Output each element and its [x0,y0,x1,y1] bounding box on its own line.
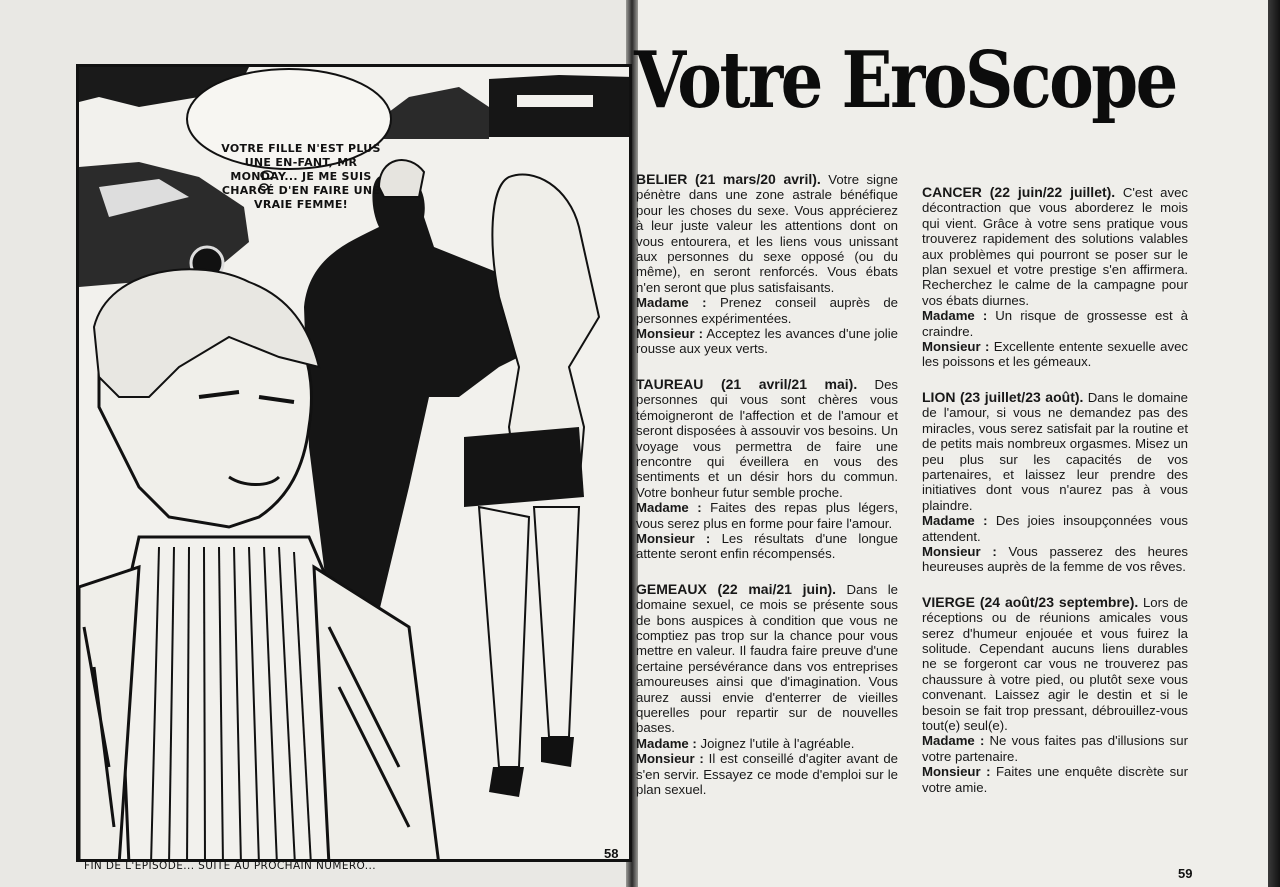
sign-cancer [922,185,1188,370]
monsieur-label: Monsieur : [922,543,997,559]
monsieur-text: Faites une enquête discrète sur votre amie. [922,764,1188,795]
sign-heading: VIERGE (24 août/23 septembre). [922,593,1139,610]
madame-text: Ne vous faites pas d'illusions sur votre partenaire. [922,733,1188,764]
sign-taureau [636,377,898,562]
woman-shoe [489,767,524,797]
page-number-left: 58 [604,846,619,861]
horoscope-column-2 [922,185,1188,815]
horoscope-column-1 [636,172,898,817]
madame-label: Madame : [922,513,988,529]
monsieur-label: Monsieur : [636,530,711,546]
monsieur-label: Monsieur : [922,764,991,780]
monsieur-text: Les résultats d'une longue attente seront enfin récompensés. [636,530,898,562]
sign-body: Votre signe pénètre dans une zone astrale bénéfique pour les choses du sexe. Vous apprécierez à leur juste valeur les attentions dont on vous entourera, et les liens vous unissant aux personnes du sexe opposé (ou du même), en seront renforcés. Vous ébats n'en seront que plus satisfaisants. [636,172,898,295]
monsieur-text: Acceptez les avances d'une jolie rousse aux yeux verts. [636,326,899,357]
sign-vierge [922,595,1188,795]
sign-lion [922,390,1188,575]
house-window [517,95,593,107]
sign-heading: TAUREAU (21 avril/21 mai). [636,375,858,392]
woman-skirt [464,427,584,507]
sign-body: Des personnes qui vous sont chères vous témoigneront de l'affection et de l'amour et seront disposées à assouvir vos besoins. Un voyage vous permettra de faire une rencontre qui éveillera en vous des sentiments et un désir hors du commun. Votre bonheur futur semble proche. [636,376,898,500]
monsieur-label: Monsieur : [922,339,990,355]
madame-text: Joignez l'utile à l'agréable. [700,735,855,751]
sign-heading: GEMEAUX (22 mai/21 juin). [636,580,837,597]
madame-text: Faites des repas plus légers, vous serez plus en forme pour faire l'amour. [636,500,899,531]
sign-body: C'est avec décontraction que vous aborderez le mois qui vient. Grâce à votre sens pratique vous trouverez rapidement des solutions valables aux problèmes qui pourront se poser sur le plan sexuel et votre prestige s'en affirmera. Recherchez le calme de la campagne pour vos ébats diurnes. [922,185,1188,308]
monsieur-text: Vous passerez des heures heureuses auprès de la femme de vos rêves. [922,543,1188,575]
sign-gemeaux [636,582,898,798]
sign-belier [636,172,898,357]
sign-body: Dans le domaine sexuel, ce mois se présente sous de bons auspices à condition que vous ne comptiez pas trop sur la chance pour vous mettre en valeur. Il faudra faire preuve d'une certaine persévérance dans vos entreprises amoureuses ainsi que d'imagination. Vous aurez aussi envie d'enterrer de vieilles querelles pour repartir sur de nouvelles bases. [636,581,898,736]
woman-shoe [541,737,574,767]
sign-heading: LION (23 juillet/23 août). [922,388,1084,405]
episode-caption: FIN DE L'ÉPISODE... SUITE AU PROCHAIN NUMÉRO... [84,860,376,872]
monsieur-text: Excellente entente sexuelle avec les poissons et les gémeaux. [922,339,1189,370]
book-edge [1268,0,1280,887]
jacket-right [314,567,439,862]
speech-bubble-text: VOTRE FILLE N'EST PLUS UNE EN-FANT, MR MONDAY... JE ME SUIS CHARGÉ D'EN FAIRE UNE VRAIE FEMME! [221,142,381,211]
monsieur-label: Monsieur : [636,751,704,767]
madame-label: Madame : [636,735,697,751]
monsieur-label: Monsieur : [636,326,704,342]
comic-panel [76,64,632,862]
page-number-right: 59 [1178,866,1193,881]
madame-label: Madame : [922,733,985,749]
sign-body: Dans le domaine de l'amour, si vous ne demandez pas des miracles, vous serez satisfait par la routine et de petits mais nombreux orgasmes. Misez un peu plus sur les capacités de vos partenaires, et laissez leur prendre des initiatives dont vous n'aurez pas à vous plaindre. [922,389,1188,513]
madame-label: Madame : [636,295,707,311]
madame-text: Un risque de grossesse est à craindre. [922,308,1189,339]
sign-heading: BELIER (21 mars/20 avril). [636,171,821,187]
woman-leg [479,507,529,767]
madame-text: Prenez conseil auprès de personnes expérimentées. [636,295,898,326]
madame-label: Madame : [922,308,988,324]
madame-label: Madame : [636,500,702,516]
sign-body: Lors de réceptions ou de réunions amicales vous serez d'humeur enjouée et vous fuirez la solitude. Cependant aucuns liens durables ne se forgeront car vous ne trouverez pas chaussure à votre pied, ou plutôt sexe vous convenant. Laissez agir le destin et si le besoin se fait trop pressant, débrouillez-vous tout(e) seul(e). [922,594,1188,733]
page-title: Votre EroScope [634,35,1176,126]
woman-leg [534,507,579,737]
monsieur-text: Il est conseillé d'agiter avant de s'en servir. Essayez ce mode d'emploi sur le plan sexuel. [636,751,899,798]
sign-heading: CANCER (22 juin/22 juillet). [922,184,1116,200]
madame-text: Des joies insoupçonnées vous attendent. [922,513,1188,544]
